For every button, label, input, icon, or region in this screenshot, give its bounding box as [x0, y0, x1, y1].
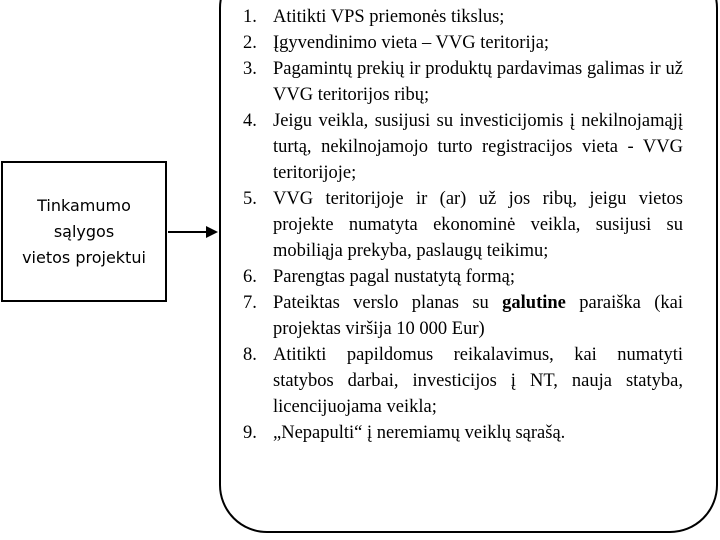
condition-number: 1.: [243, 7, 257, 27]
condition-text: Įgyvendinimo vieta – VVG teritorija;: [273, 33, 550, 53]
condition-number: 6.: [243, 267, 257, 287]
condition-item: [243, 4, 683, 30]
eligibility-conditions-box: [1, 161, 167, 302]
condition-text-part: paraiška (kai projektas viršija 10 000 Eur): [273, 293, 683, 339]
condition-text: „Nepapulti“ į neremiamų veiklų sąrašą.: [273, 423, 566, 443]
box-label-line: Tinkamumo: [37, 195, 131, 215]
condition-text: Parengtas pagal nustatytą formą;: [273, 267, 515, 287]
condition-item: [243, 264, 683, 290]
condition-item: [243, 186, 683, 264]
conditions-list: [243, 4, 683, 446]
condition-number: 3.: [243, 59, 257, 79]
condition-item: [243, 108, 683, 186]
condition-item: [243, 342, 683, 420]
condition-text: Atitikti VPS priemonės tikslus;: [273, 7, 505, 27]
condition-number: 9.: [243, 423, 257, 443]
condition-text: VVG teritorijoje ir (ar) už jos ribų, jeigu vietos projekte numatyta ekonominė veikla, susijusi su mobiliąja prekyba, paslaugų teikimu;: [273, 189, 683, 261]
condition-item: [243, 30, 683, 56]
condition-text: Pagamintų prekių ir produktų pardavimas galimas ir už VVG teritorijos ribų;: [273, 59, 683, 105]
condition-number: 7.: [243, 293, 257, 313]
condition-text: Jeigu veikla, susijusi su investicijomis į nekilnojamąjį turtą, nekilnojamojo turto registracijos vieta - VVG teritorijoje;: [273, 111, 683, 183]
condition-number: 4.: [243, 111, 257, 131]
condition-number: 2.: [243, 33, 257, 53]
condition-number: 5.: [243, 189, 257, 209]
box-label: [22, 193, 146, 271]
condition-item: [243, 420, 683, 446]
condition-item: [243, 56, 683, 108]
condition-text-part: Pateiktas verslo planas su: [273, 293, 503, 313]
condition-item: [243, 290, 683, 342]
condition-text-bold: galutine: [502, 293, 566, 313]
connector-arrow: [168, 224, 218, 240]
condition-text: Atitikti papildomus reikalavimus, kai numatyti statybos darbai, investicijos į NT, nauja statyba, licencijuojama veikla;: [273, 345, 683, 417]
condition-number: 8.: [243, 345, 257, 365]
box-label-line: vietos projektui: [22, 247, 146, 267]
box-label-line: sąlygos: [53, 221, 115, 241]
